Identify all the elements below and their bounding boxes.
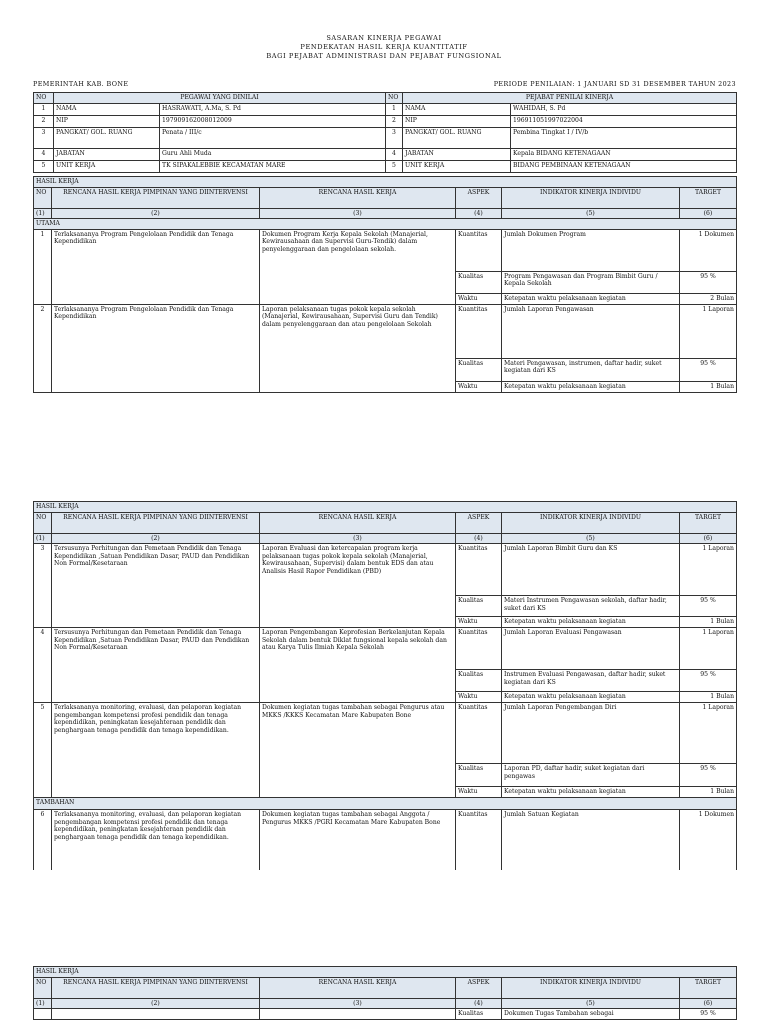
field-label: UNIT KERJA <box>403 161 511 173</box>
aspek-cell: Waktu <box>456 617 502 628</box>
table-row <box>34 703 737 764</box>
col-number: (2) <box>52 998 260 1009</box>
aspek-cell: Waktu <box>456 293 502 304</box>
table-row <box>34 810 737 870</box>
aspek-cell: Kuantitas <box>456 628 502 670</box>
col-rhk-pimpinan: RENCANA HASIL KERJA PIMPINAN YANG DIINTERVENSI <box>52 512 260 533</box>
target-cell: 95 % <box>680 1009 737 1020</box>
results-table-2 <box>33 501 737 870</box>
row-no: 6 <box>34 810 52 870</box>
table-row <box>34 304 737 358</box>
rhk-pimpinan-cell: Terlaksananya Program Pengelolaan Pendidik dan Tenaga Kependidikan <box>52 304 260 392</box>
table-row <box>34 1009 737 1020</box>
rhk-pimpinan-cell: Tersusunya Perhitungan dan Pemetaan Pendidik dan Tenaga Kependidikan ,Satuan Pendidikan Dasar, PAUD dan Pendidikan Non Formal/Kesetaraan <box>52 628 260 703</box>
col-number: (1) <box>34 998 52 1009</box>
evaluated-employee-header: PEGAWAI YANG DINILAI <box>54 93 386 104</box>
table-row <box>34 229 737 271</box>
row-no: 4 <box>34 628 52 703</box>
field-value: Guru Ahli Muda <box>160 149 386 161</box>
aspek-cell: Kuantitas <box>456 304 502 358</box>
table-row <box>34 628 737 670</box>
indikator-cell: Program Pengawasan dan Program Bimbit Guru / Kepala Sekolah <box>502 271 680 293</box>
field-value: Kepala BIDANG KETENAGAAN <box>511 149 737 161</box>
row-no: 2 <box>34 304 52 392</box>
field-label: PANGKAT/ GOL. RUANG <box>403 128 511 149</box>
col-target: TARGET <box>680 977 737 998</box>
target-cell: 1 Bulan <box>680 692 737 703</box>
section-label: HASIL KERJA <box>34 502 737 513</box>
table-row <box>34 544 737 596</box>
col-no: NO <box>34 977 52 998</box>
target-cell: 1 Laporan <box>680 544 737 596</box>
target-cell: 95 % <box>680 358 737 381</box>
results-table-3 <box>33 966 737 1020</box>
field-label: NAMA <box>54 104 160 116</box>
rhk-cell: Dokumen kegiatan tugas tambahan sebagai Pengurus atau MKKS /KKKS Kecamatan Mare Kabupaten Bone <box>260 703 456 798</box>
indikator-cell: Dokumen Tugas Tambahan sebagai <box>502 1009 680 1020</box>
row-no: 5 <box>34 703 52 798</box>
aspek-cell: Waktu <box>456 692 502 703</box>
field-value: TK SIPAKALEBBIE KECAMATAN MARE <box>160 161 386 173</box>
aspek-cell: Kualitas <box>456 1009 502 1020</box>
col-number: (1) <box>34 533 52 544</box>
target-cell: 2 Bulan <box>680 293 737 304</box>
col-number: (4) <box>456 998 502 1009</box>
indikator-cell: Jumlah Dokumen Program <box>502 229 680 271</box>
col-number: (5) <box>502 208 680 219</box>
field-label: PANGKAT/ GOL. RUANG <box>54 128 160 149</box>
indikator-cell: Ketepatan waktu pelaksanaan kegiatan <box>502 617 680 628</box>
target-cell: 1 Laporan <box>680 304 737 358</box>
indikator-cell: Laporan PD, daftar hadir, suket kegiatan dari pengawas <box>502 764 680 787</box>
target-cell: 95 % <box>680 596 737 617</box>
col-target: TARGET <box>680 512 737 533</box>
col-indikator: INDIKATOR KINERJA INDIVIDU <box>502 977 680 998</box>
aspek-cell: Kuantitas <box>456 229 502 271</box>
indikator-cell: Ketepatan waktu pelaksanaan kegiatan <box>502 381 680 392</box>
target-cell: 95 % <box>680 271 737 293</box>
col-rhk-pimpinan: RENCANA HASIL KERJA PIMPINAN YANG DIINTERVENSI <box>52 187 260 208</box>
row-no: 3 <box>34 544 52 628</box>
indikator-cell: Materi Pengawasan, instrumen, daftar hadir, suket kegiatan dari KS <box>502 358 680 381</box>
col-no: NO <box>34 93 54 104</box>
aspek-cell: Kuantitas <box>456 703 502 764</box>
col-aspek: ASPEK <box>456 977 502 998</box>
target-cell: 95 % <box>680 670 737 692</box>
target-cell: 1 Dokumen <box>680 810 737 870</box>
indikator-cell: Ketepatan waktu pelaksanaan kegiatan <box>502 787 680 798</box>
indikator-cell: Jumlah Satuan Kegiatan <box>502 810 680 870</box>
row-no: 5 <box>386 161 403 173</box>
results-table-1 <box>33 176 737 393</box>
indikator-cell: Jumlah Laporan Evaluasi Pengawasan <box>502 628 680 670</box>
target-cell: 1 Bulan <box>680 617 737 628</box>
aspek-cell: Kualitas <box>456 271 502 293</box>
rhk-cell: Dokumen Program Kerja Kepala Sekolah (Manajerial, Kewirausahaan dan Supervisi Guru-Tendik) dalam penyelenggaraan dan pengelolaan sekolah. <box>260 229 456 304</box>
target-cell: 1 Bulan <box>680 381 737 392</box>
field-value: 196911051997022004 <box>511 116 737 128</box>
col-number: (2) <box>52 533 260 544</box>
field-value: HASRAWATI, A.Ma, S. Pd <box>160 104 386 116</box>
aspek-cell: Kualitas <box>456 764 502 787</box>
rhk-cell: Laporan pelaksanaan tugas pokok kepala sekolah (Manajerial, Kewirausahaan, Supervisi Guru dan Tendik) dalam penyelenggaraan dan atau pengelolaan Sekolah <box>260 304 456 392</box>
col-number: (6) <box>680 208 737 219</box>
section-label-tambahan: TAMBAHAN <box>34 798 737 810</box>
target-cell: 95 % <box>680 764 737 787</box>
doc-subtitle: PENDEKATAN HASIL KERJA KUANTITATIF <box>300 43 468 51</box>
rhk-cell: Dokumen kegiatan tugas tambahan sebagai Anggota / Pengurus MKKS /PGRI Kecamatan Mare Kabupaten Bone <box>260 810 456 870</box>
aspek-cell: Kualitas <box>456 596 502 617</box>
field-value: Pembina Tingkat I / IV/b <box>511 128 737 149</box>
rhk-pimpinan-cell: Terlaksananya monitoring, evaluasi, dan pelaporan kegiatan pengembangan kompetensi profesi pendidik dan tenaga kependidikan, peningkatan kesejahteraan pendidik dan penghargaan tenaga pendidik dan tenaga kependidikan. <box>52 810 260 870</box>
indikator-cell: Ketepatan waktu pelaksanaan kegiatan <box>502 293 680 304</box>
col-number: (3) <box>260 533 456 544</box>
indikator-cell: Materi Instrumen Pengawasan sekolah, daftar hadir, suket dari KS <box>502 596 680 617</box>
field-value: BIDANG PEMBINAAN KETENAGAAN <box>511 161 737 173</box>
field-label: JABATAN <box>403 149 511 161</box>
field-value: Penata / III/c <box>160 128 386 149</box>
col-number: (2) <box>52 208 260 219</box>
field-label: JABATAN <box>54 149 160 161</box>
row-no: 3 <box>34 128 54 149</box>
row-no: 2 <box>386 116 403 128</box>
col-no: NO <box>34 512 52 533</box>
field-value: 197909162008012009 <box>160 116 386 128</box>
section-label-utama: UTAMA <box>34 219 737 230</box>
indikator-cell: Instrumen Evaluasi Pengawasan, daftar hadir, suket kegiatan dari KS <box>502 670 680 692</box>
col-number: (5) <box>502 998 680 1009</box>
evaluator-header: PEJABAT PENILAI KINERJA <box>403 93 737 104</box>
aspek-cell: Waktu <box>456 381 502 392</box>
row-no: 2 <box>34 116 54 128</box>
period-label: PERIODE PENILAIAN: 1 JANUARI SD 31 DESEMBER TAHUN 2023 <box>493 80 736 88</box>
col-rhk-pimpinan: RENCANA HASIL KERJA PIMPINAN YANG DIINTERVENSI <box>52 977 260 998</box>
field-label: NAMA <box>403 104 511 116</box>
section-label: HASIL KERJA <box>34 177 737 188</box>
rhk-pimpinan-cell: Terlaksananya Program Pengelolaan Pendidik dan Tenaga Kependidikan <box>52 229 260 304</box>
row-no: 4 <box>386 149 403 161</box>
target-cell: 1 Dokumen <box>680 229 737 271</box>
col-rhk: RENCANA HASIL KERJA <box>260 187 456 208</box>
field-value: WAHIDAH, S. Pd <box>511 104 737 116</box>
section-label: HASIL KERJA <box>34 967 737 978</box>
rhk-cell: Laporan Pengembangan Keprofesian Berkelanjutan Kepala Sekolah dalam bentuk Diklat fungsional kepala sekolah dan atau Karya Tulis Ilmiah Kepala Sekolah <box>260 628 456 703</box>
row-no: 4 <box>34 149 54 161</box>
col-rhk: RENCANA HASIL KERJA <box>260 512 456 533</box>
target-cell: 1 Laporan <box>680 628 737 670</box>
row-no: 1 <box>34 229 52 304</box>
col-number: (4) <box>456 533 502 544</box>
col-no: NO <box>386 93 403 104</box>
rhk-pimpinan-cell: Tersusunya Perhitungan dan Pemetaan Pendidik dan Tenaga Kependidikan ,Satuan Pendidikan Dasar, PAUD dan Pendidikan Non Formal/Kesetaraan <box>52 544 260 628</box>
field-label: NIP <box>403 116 511 128</box>
field-label: NIP <box>54 116 160 128</box>
indikator-cell: Ketepatan waktu pelaksanaan kegiatan <box>502 692 680 703</box>
col-aspek: ASPEK <box>456 512 502 533</box>
doc-subtitle-2: BAGI PEJABAT ADMINISTRASI DAN PEJABAT FUNGSIONAL <box>266 52 502 60</box>
aspek-cell: Waktu <box>456 787 502 798</box>
indikator-cell: Jumlah Laporan Pengembangan Diri <box>502 703 680 764</box>
rhk-cell: Laporan Evaluasi dan ketercapaian program kerja pelaksanaan tugas pokok kepala sekolah (Manajerial, Kewirausahaan, Supervisi) dalam bentuk EDS dan atau Analisis Hasil Rapor Pendidikan (PBD) <box>260 544 456 628</box>
field-label: UNIT KERJA <box>54 161 160 173</box>
col-aspek: ASPEK <box>456 187 502 208</box>
institution-label: PEMERINTAH KAB. BONE <box>33 80 129 88</box>
aspek-cell: Kuantitas <box>456 810 502 870</box>
col-number: (4) <box>456 208 502 219</box>
col-number: (3) <box>260 998 456 1009</box>
row-no: 1 <box>34 104 54 116</box>
target-cell: 1 Laporan <box>680 703 737 764</box>
col-number: (3) <box>260 208 456 219</box>
col-number: (6) <box>680 533 737 544</box>
target-cell: 1 Bulan <box>680 787 737 798</box>
col-number: (5) <box>502 533 680 544</box>
indikator-cell: Jumlah Laporan Bimbit Guru dan KS <box>502 544 680 596</box>
aspek-cell: Kualitas <box>456 670 502 692</box>
col-rhk: RENCANA HASIL KERJA <box>260 977 456 998</box>
col-indikator: INDIKATOR KINERJA INDIVIDU <box>502 187 680 208</box>
row-no: 5 <box>34 161 54 173</box>
identity-table <box>33 92 737 173</box>
col-number: (1) <box>34 208 52 219</box>
aspek-cell: Kuantitas <box>456 544 502 596</box>
col-target: TARGET <box>680 187 737 208</box>
doc-title: SASARAN KINERJA PEGAWAI <box>326 34 442 42</box>
col-indikator: INDIKATOR KINERJA INDIVIDU <box>502 512 680 533</box>
col-number: (6) <box>680 998 737 1009</box>
aspek-cell: Kualitas <box>456 358 502 381</box>
row-no: 1 <box>386 104 403 116</box>
col-no: NO <box>34 187 52 208</box>
row-no: 3 <box>386 128 403 149</box>
indikator-cell: Jumlah Laporan Pengawasan <box>502 304 680 358</box>
rhk-pimpinan-cell: Terlaksananya monitoring, evaluasi, dan pelaporan kegiatan pengembangan kompetensi profesi pendidik dan tenaga kependidikan, peningkatan kesejahteraan pendidik dan penghargaan tenaga pendidik dan tenaga kependidikan. <box>52 703 260 798</box>
